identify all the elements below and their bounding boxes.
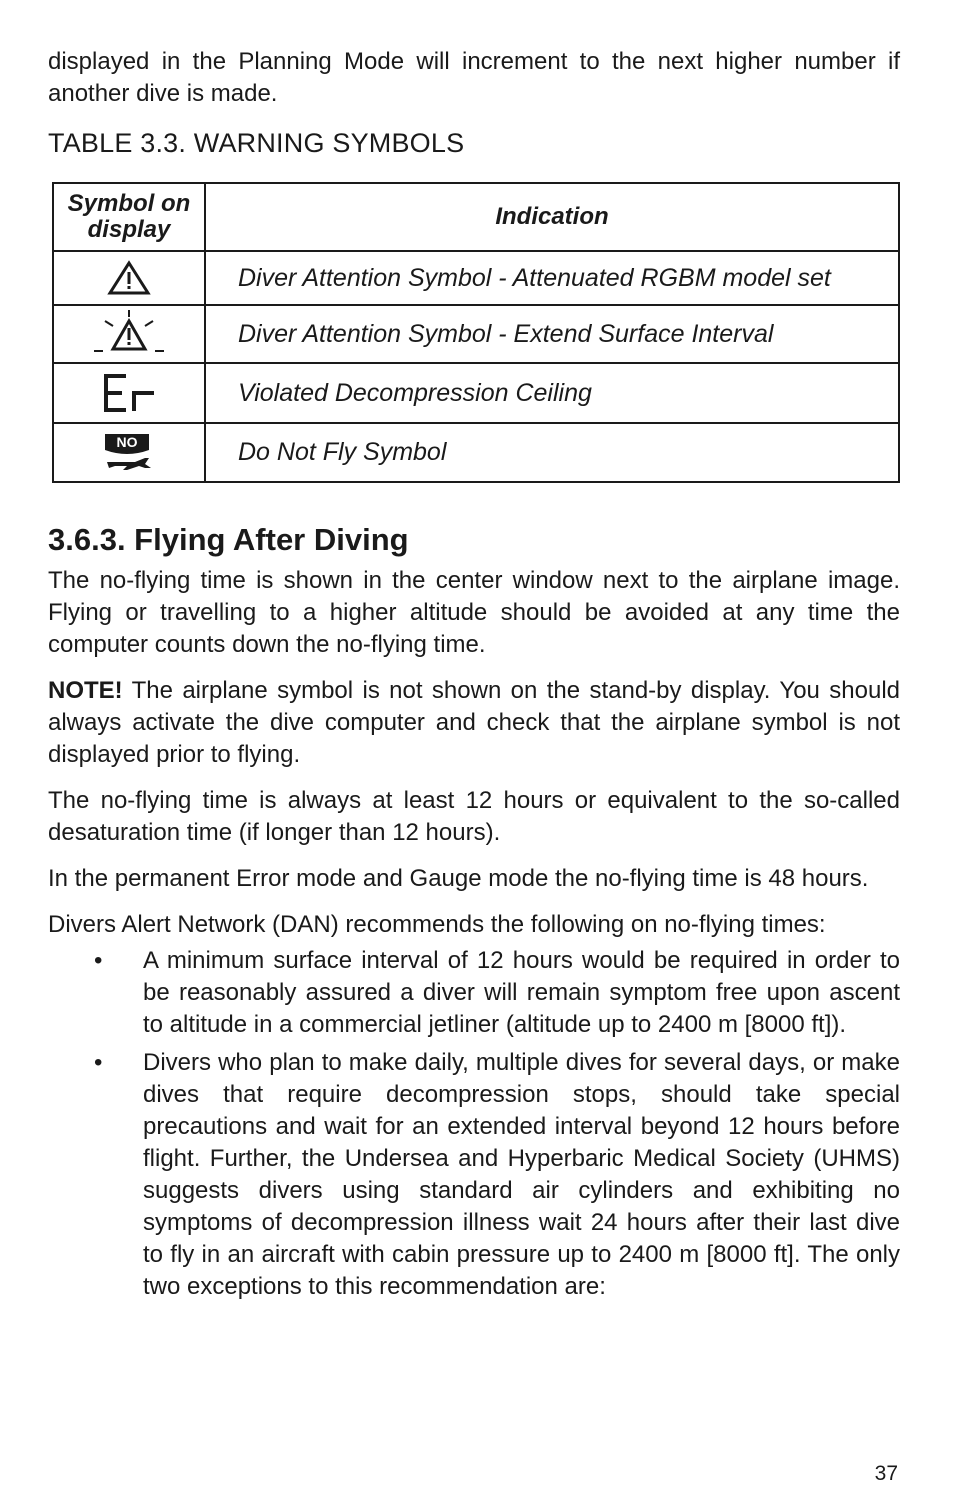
note-label: NOTE! xyxy=(48,677,123,704)
note-text: The airplane symbol is not shown on the stand-by display. You should always activate the dive computer and check that the airplane symbol is not displayed prior to flying. xyxy=(48,677,900,768)
symbol-cell xyxy=(53,251,205,305)
bullet-icon: • xyxy=(94,1049,103,1076)
section-heading: 3.6.3. Flying After Diving xyxy=(48,522,409,557)
dan-recommendations-list xyxy=(48,945,900,1303)
flashing-warning-triangle-icon xyxy=(91,309,167,359)
table-row xyxy=(53,251,899,305)
header-symbol: Symbol on display xyxy=(53,183,205,251)
list-item xyxy=(48,945,900,1041)
symbol-cell xyxy=(53,363,205,423)
er-error-icon xyxy=(98,371,160,415)
warning-triangle-icon xyxy=(107,260,151,296)
symbol-cell xyxy=(53,305,205,363)
paragraph-no-flying-time: The no-flying time is shown in the center window next to the airplane image. Flying or travelling to a higher altitude should be avoided at any time the computer counts down the no-flying time. xyxy=(48,567,900,658)
intro-paragraph: displayed in the Planning Mode will increment to the next higher number if another dive is made. xyxy=(48,48,900,107)
page-number: 37 xyxy=(874,1462,898,1485)
indication-cell: Diver Attention Symbol - Attenuated RGBM model set xyxy=(205,251,899,305)
table-row xyxy=(53,363,899,423)
indication-cell: Diver Attention Symbol - Extend Surface Interval xyxy=(205,305,899,363)
table-caption: TABLE 3.3. WARNING SYMBOLS xyxy=(48,128,465,158)
warning-symbols-table xyxy=(52,182,900,483)
indication-cell: Violated Decompression Ceiling xyxy=(205,363,899,423)
list-item-text: Divers who plan to make daily, multiple dives for several days, or make dives that require decompression stops, should take special precautions and wait for an extended interval beyond 12 hours before flight. Further, the Undersea and Hyperbaric Medical Society (UHMS) suggests divers using standard air cylinders and exhibiting no symptoms of decompression illness wait 24 hours after their last dive to fly in an aircraft with cabin pressure up to 2400 m [8000 ft]. The only two exceptions to this recommendation are: xyxy=(143,1049,900,1300)
indication-cell: Do Not Fly Symbol xyxy=(205,423,899,482)
symbol-cell xyxy=(53,423,205,482)
no-badge-text: NO xyxy=(116,433,138,450)
note-paragraph xyxy=(48,675,900,771)
header-indication: Indication xyxy=(205,183,899,251)
paragraph-minimum-time: The no-flying time is always at least 12 hours or equivalent to the so-called desaturation time (if longer than 12 hours). xyxy=(48,787,900,846)
table-row xyxy=(53,305,899,363)
table-row xyxy=(53,423,899,482)
table-header-row xyxy=(53,183,899,251)
paragraph-dan: Divers Alert Network (DAN) recommends the following on no-flying times: xyxy=(48,911,826,938)
document-page xyxy=(48,46,900,1309)
list-item-text: A minimum surface interval of 12 hours would be required in order to be reasonably assured a diver will remain symptom free upon ascent to altitude in a commercial jetliner (altitude up to 2400 m [8000 ft]). xyxy=(143,947,900,1038)
bullet-icon: • xyxy=(94,947,103,974)
list-item xyxy=(48,1047,900,1303)
paragraph-error-mode: In the permanent Error mode and Gauge mode the no-flying time is 48 hours. xyxy=(48,865,869,892)
no-fly-icon xyxy=(101,430,157,476)
